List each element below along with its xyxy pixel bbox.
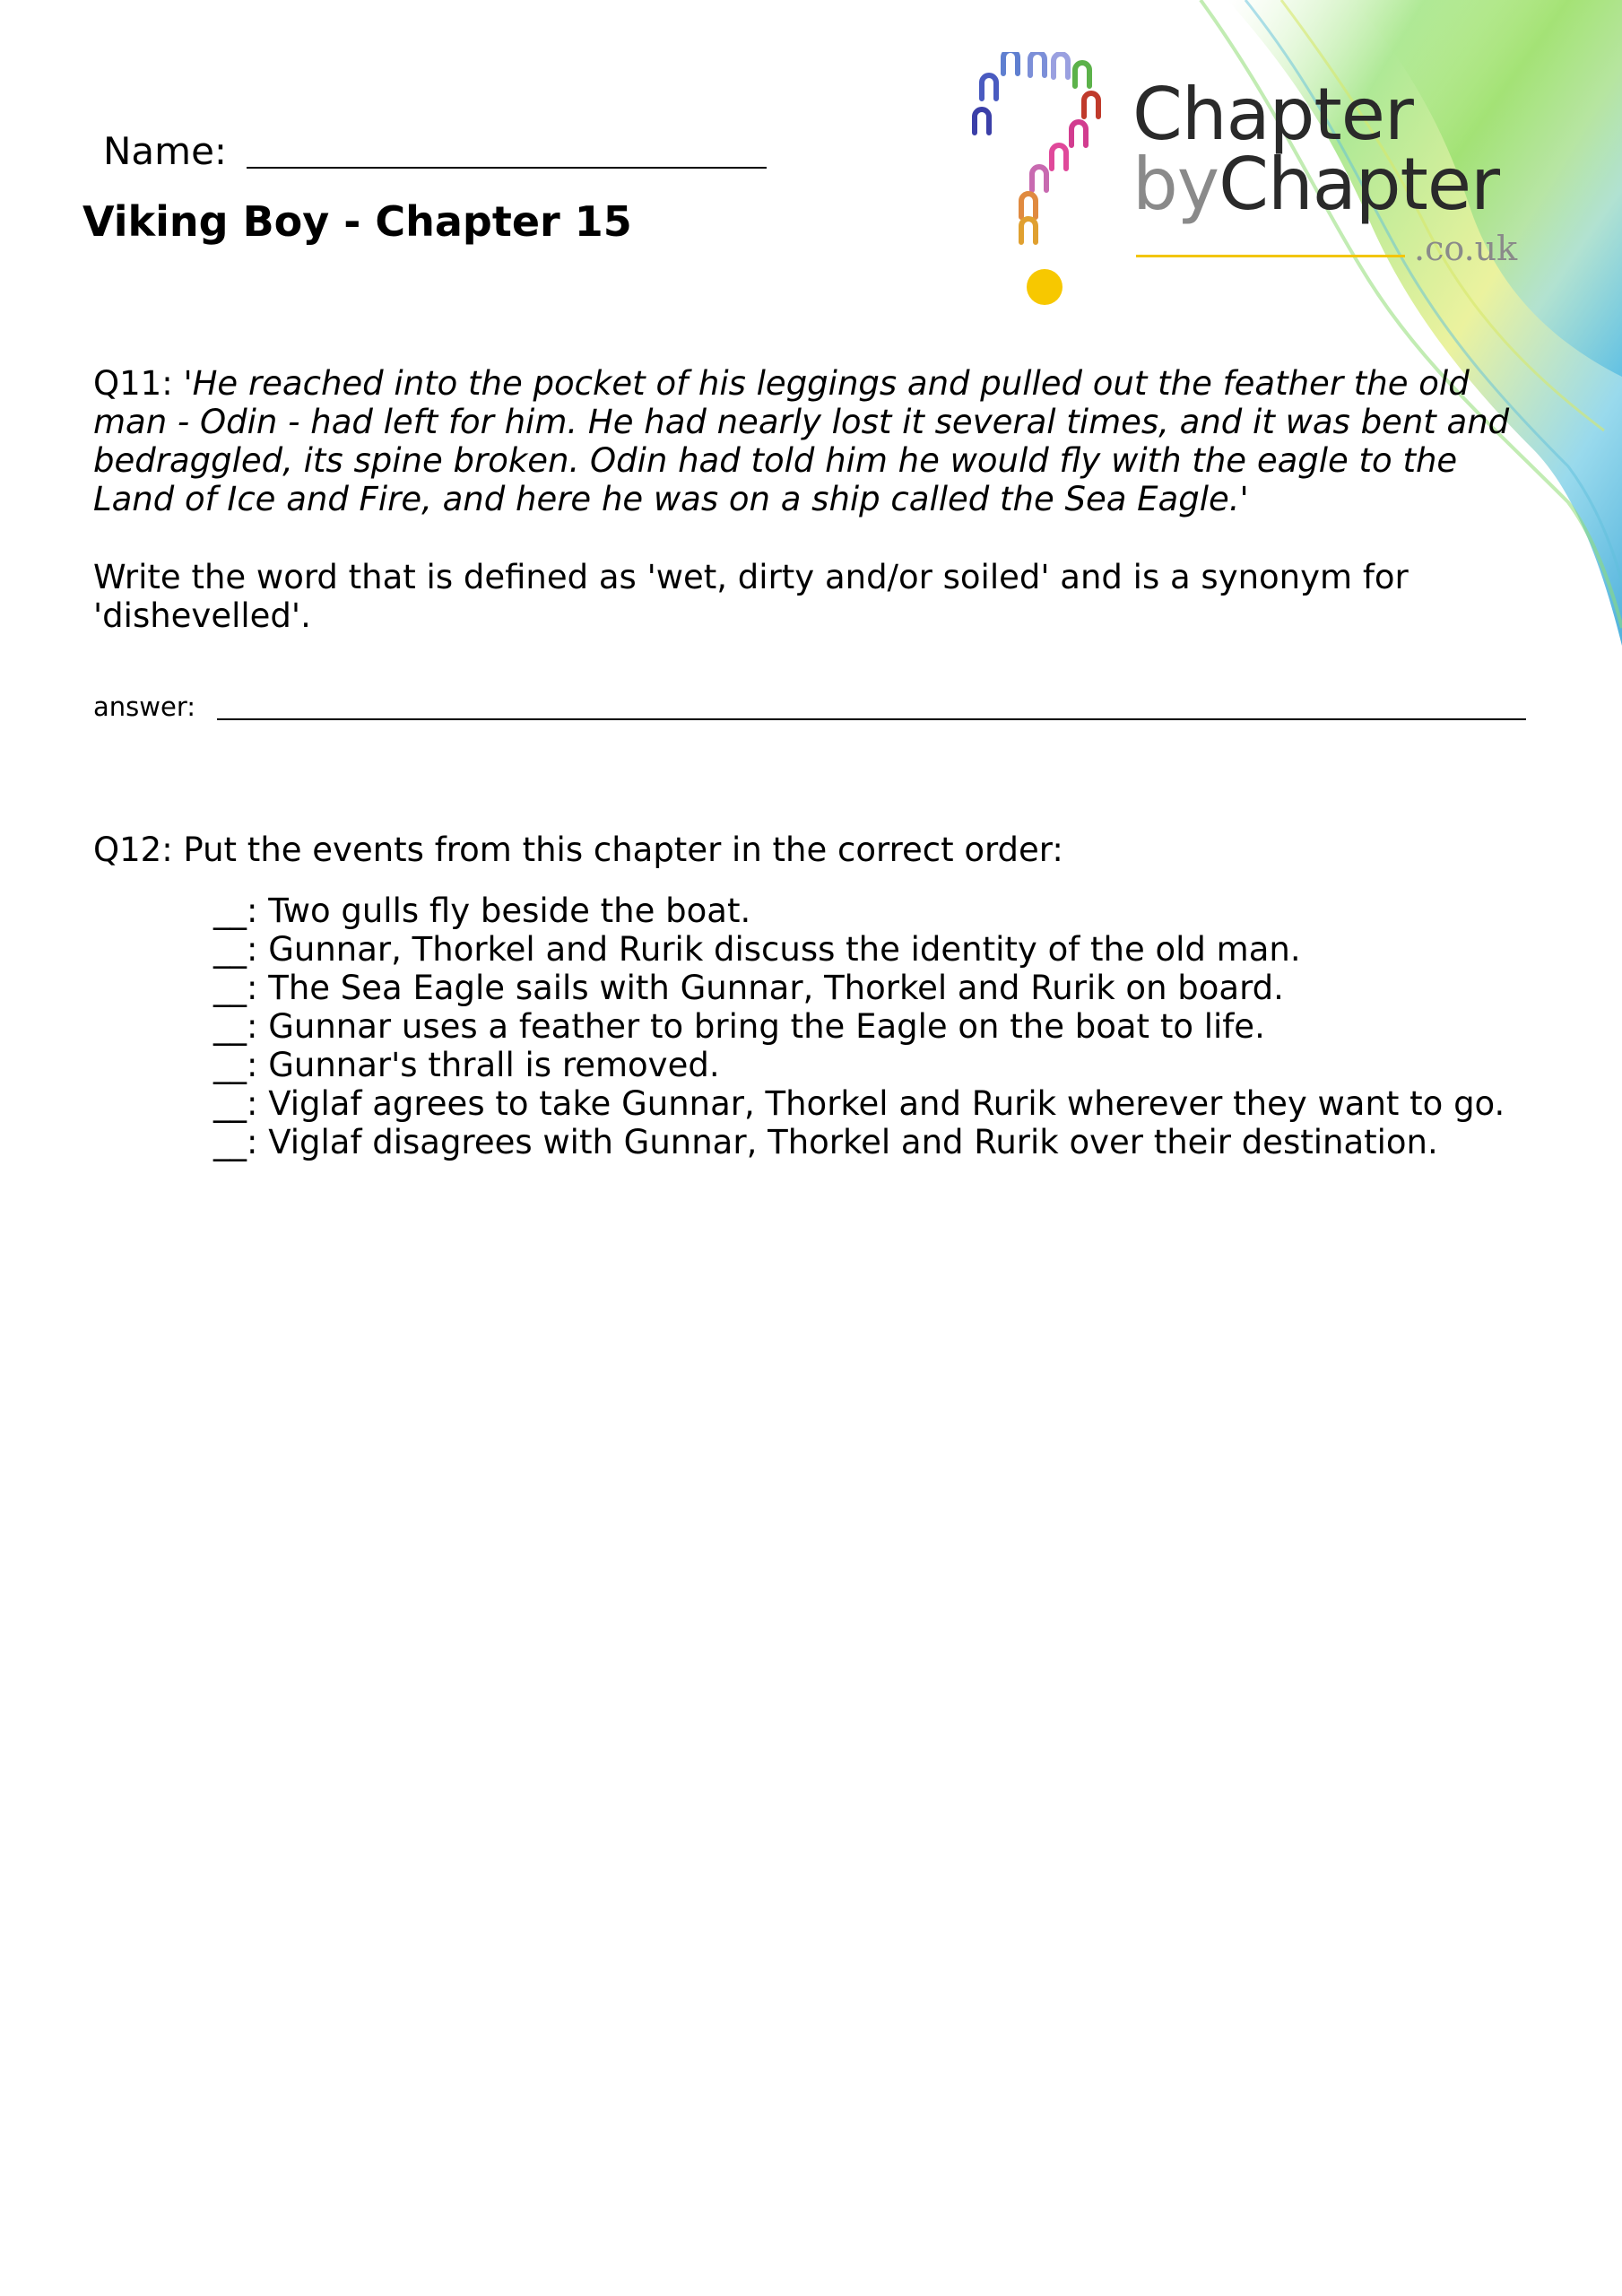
question-11-instruction: Write the word that is defined as 'wet, dirty and/or soiled' and is a synonym for 'dishevelled'. <box>93 558 1409 635</box>
event-order-list <box>213 891 1505 1161</box>
logo-underline <box>1136 255 1405 257</box>
event-item[interactable]: __: Viglaf agrees to take Gunnar, Thorkel and Rurik wherever they want to go. <box>213 1084 1505 1123</box>
question-mark-books-logo-icon <box>964 52 1116 312</box>
question-11-quote: 'He reached into the pocket of his leggings and pulled out the feather the old man - Odin - had left for him. He had nearly lost it several times, and it was bent and bedraggled, its spine broken. Odin had told him he would fly with the eagle to the Land of Ice and Fire, and here he was on a ship called the Sea Eagle.' <box>93 364 1510 518</box>
name-field-row <box>103 117 767 173</box>
event-item[interactable]: __: The Sea Eagle sails with Gunnar, Thorkel and Rurik on board. <box>213 969 1284 1007</box>
chapter-by-chapter-logo <box>964 52 1538 312</box>
question-11 <box>93 364 1546 518</box>
page-title: Viking Boy - Chapter 15 <box>82 197 632 246</box>
question-12-prompt: Q12: Put the events from this chapter in the correct order: <box>93 831 1063 869</box>
question-11-number: Q11: <box>93 364 173 403</box>
answer-input-line[interactable] <box>217 718 1526 720</box>
logo-domain: .co.uk <box>1414 229 1518 268</box>
event-item[interactable]: __: Gunnar's thrall is removed. <box>213 1046 720 1084</box>
event-item[interactable]: __: Gunnar uses a feather to bring the Eagle on the boat to life. <box>213 1007 1265 1046</box>
logo-text-chapter: Chapter <box>1132 73 1413 156</box>
logo-text-chapter-2: Chapter <box>1219 143 1499 226</box>
event-item[interactable]: __: Viglaf disagrees with Gunnar, Thorkel and Rurik over their destination. <box>213 1123 1438 1161</box>
answer-label: answer: <box>93 691 196 722</box>
logo-text-by-chapter <box>1132 143 1499 226</box>
event-item[interactable]: __: Two gulls fly beside the boat. <box>213 891 751 930</box>
logo-text-by: by <box>1132 143 1219 226</box>
answer-row <box>93 691 1526 722</box>
name-label: Name: <box>103 129 228 173</box>
event-item[interactable]: __: Gunnar, Thorkel and Rurik discuss the identity of the old man. <box>213 930 1301 969</box>
name-input-line[interactable] <box>247 167 767 169</box>
